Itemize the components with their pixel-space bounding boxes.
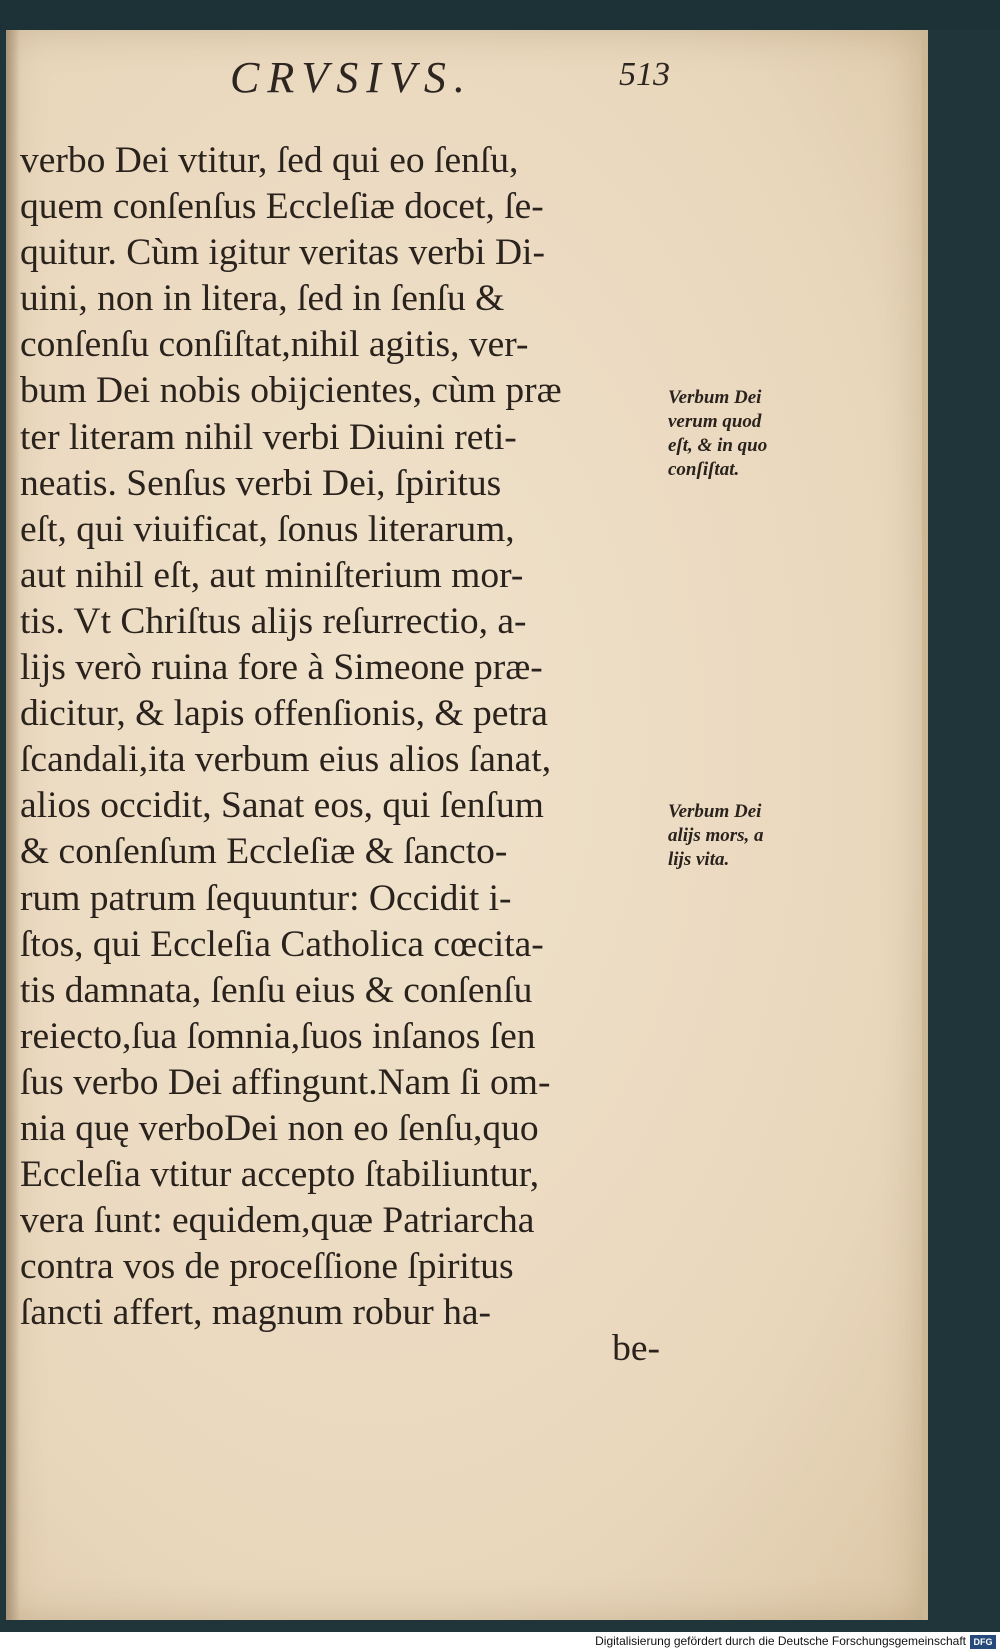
dfg-logo: DFG [970,1635,996,1649]
text-line: quem conſenſus Eccleſiæ docet, ſe- [20,186,544,228]
page-number: 513 [619,56,670,93]
text-line: tis damnata, ſenſu eius & conſenſu [20,969,533,1011]
text-line: contra vos de proceſſione ſpiritus [20,1246,514,1288]
marginal-note-line: conſiſtat. [668,459,740,480]
text-line: quitur. Cùm igitur veritas verbi Di- [20,232,545,274]
text-line: aut nihil eſt, aut miniſterium mor- [20,554,524,596]
text-line: & conſenſum Eccleſiæ & ſancto- [20,831,508,873]
scan-background-top [0,0,1000,30]
marginal-note-line: alijs mors, a [668,825,764,846]
text-line: ſancti affert, magnum robur ha- [20,1292,492,1334]
text-line: neatis. Senſus verbi Dei, ſpiritus [20,462,502,504]
text-line: eſt, qui viuificat, ſonus literarum, [20,508,515,550]
text-line: tis. Vt Chriſtus alijs reſurrectio, a- [20,600,527,642]
text-line: ſcandali,ita verbum eius alios ſanat, [20,739,552,781]
text-line: Eccleſia vtitur accepto ſtabiliuntur, [20,1154,540,1196]
text-line: vera ſunt: equidem,quæ Patriarcha [20,1200,535,1242]
marginal-note-line: eſt, & in quo [668,435,768,456]
marginal-note-1 [668,386,767,482]
digitization-footer [0,1632,1000,1652]
text-line: reiecto,ſua ſomnia,ſuos inſanos ſen [20,1015,536,1057]
marginal-note-line: Verbum Dei [668,387,762,408]
page-header [230,52,670,112]
marginal-note-line: lijs vita. [668,849,730,870]
text-line: rum patrum ſequuntur: Occidit i- [20,877,512,919]
running-title: CRVSIVS. [230,53,473,102]
text-line: ſus verbo Dei affingunt.Nam ſi om- [20,1061,551,1103]
text-line: lijs verò ruina fore à Simeone præ- [20,647,543,689]
text-line: conſenſu conſiſtat,nihil agitis, ver- [20,324,529,366]
marginal-note-2 [668,800,764,872]
text-line: dicitur, & lapis offenſionis, & petra [20,693,548,735]
text-line: alios occidit, Sanat eos, qui ſenſum [20,785,544,827]
text-line: verbo Dei vtitur, ſed qui eo ſenſu, [20,140,519,181]
main-text-block [20,138,660,1336]
catchword: be- [612,1328,660,1369]
text-line: uini, non in litera, ſed in ſenſu & [20,278,505,320]
marginal-note-line: verum quod [668,411,762,432]
marginal-note-line: Verbum Dei [668,801,762,822]
text-line: bum Dei nobis obijcientes, cùm præ [20,370,562,412]
funding-credit: Digitalisierung gefördert durch die Deutsche Forschungsgemeinschaft [595,1634,966,1648]
text-line: nia quę verboDei non eo ſenſu,quo [20,1107,539,1149]
text-line: ſtos, qui Eccleſia Catholica cœcita- [20,923,544,965]
text-line: ter literam nihil verbi Diuini reti- [20,416,517,458]
